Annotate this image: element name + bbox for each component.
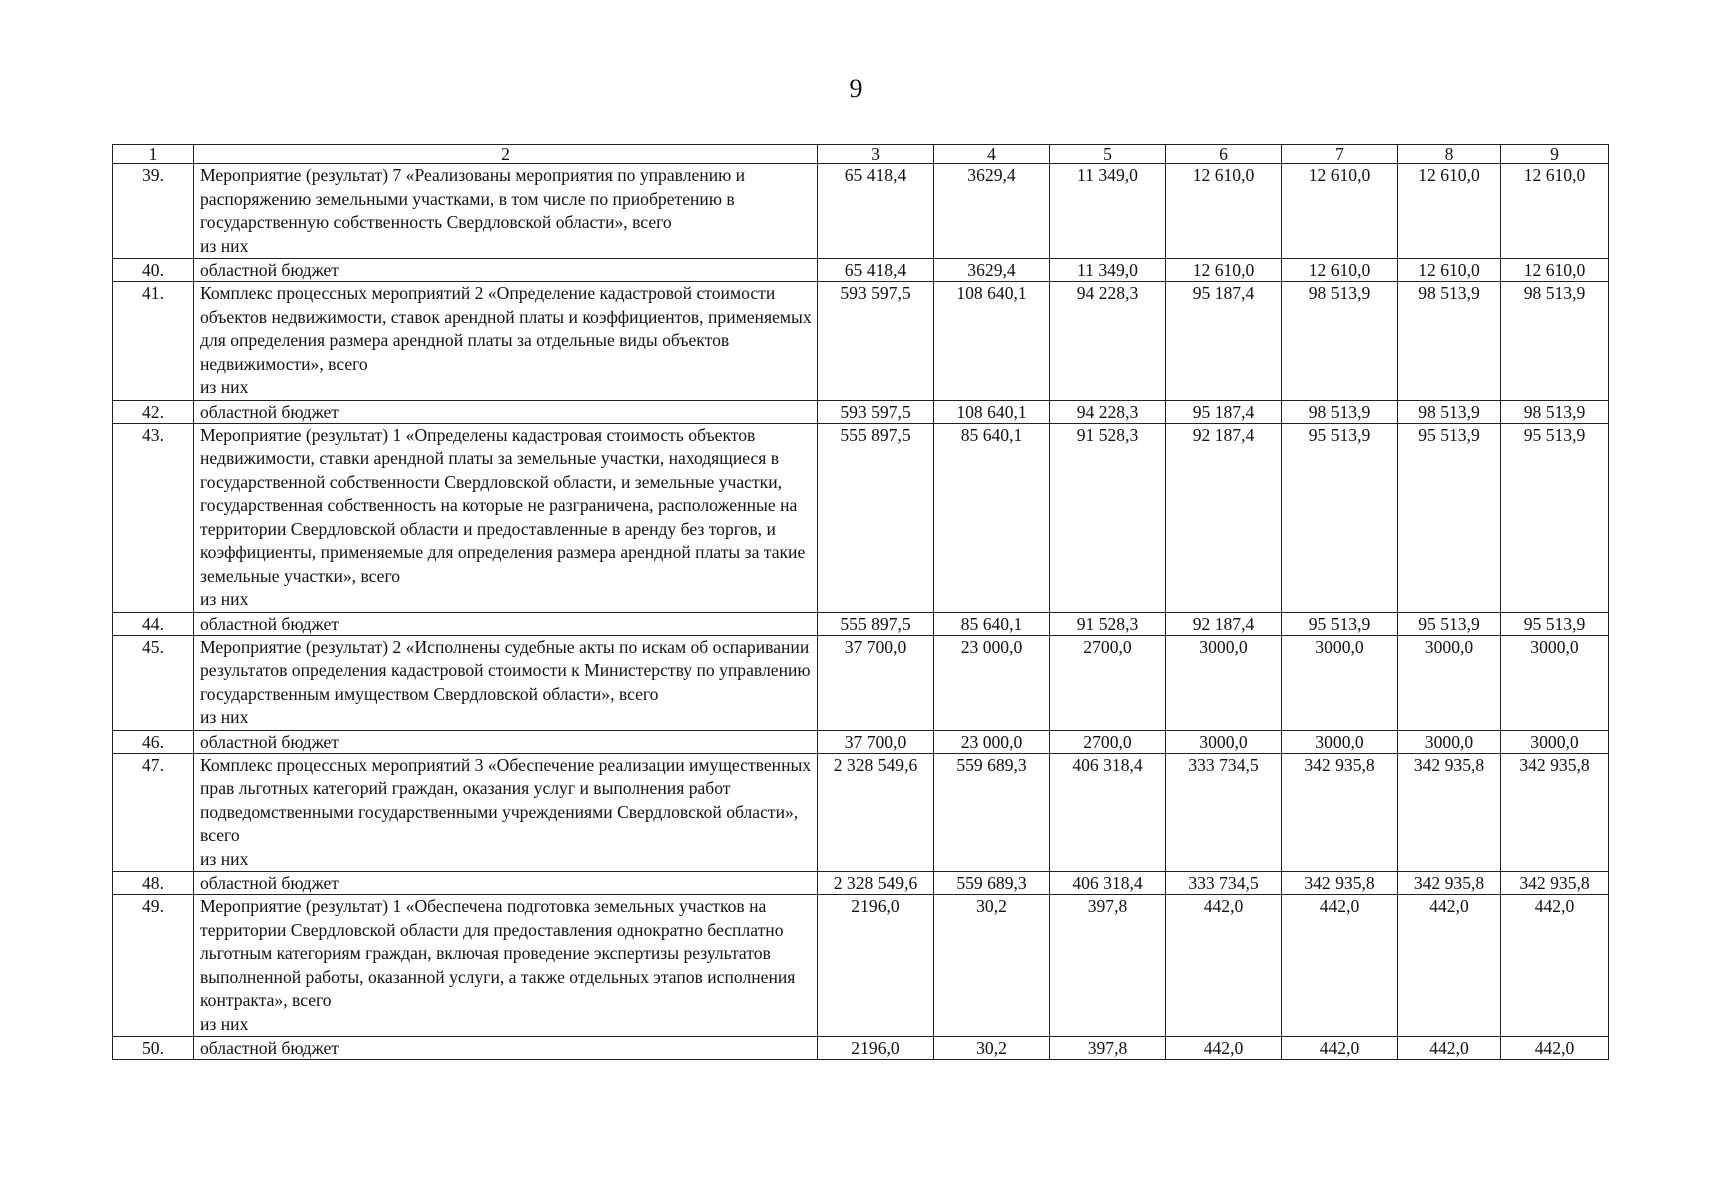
row-description xyxy=(194,1037,818,1060)
value-cell: 2700,0 xyxy=(1050,730,1166,753)
row-description-text: Мероприятие (результат) 2 «Исполнены судебные акты по искам об оспаривании результатов определения кадастровой стоимости к Министерству по управлению государственным имуществом Свердловской области», всего xyxy=(200,636,811,704)
value-cell: 555 897,5 xyxy=(818,612,934,635)
value-cell: 406 318,4 xyxy=(1050,753,1166,872)
table-row xyxy=(113,164,1609,259)
value-cell: 2 328 549,6 xyxy=(818,872,934,895)
row-description-sub: из них xyxy=(200,848,249,869)
value-cell: 442,0 xyxy=(1166,1037,1282,1060)
value-cell: 342 935,8 xyxy=(1398,753,1501,872)
row-description-text: Мероприятие (результат) 1 «Обеспечена подготовка земельных участков на территории Свердловской области для предоставления однократно бесплатно льготным категориям граждан, включая проведение экспертизы результатов выполненной работы, оказанной услуги, а также отдельных этапов исполнения контракта», всего xyxy=(200,896,796,1010)
row-description-text: Мероприятие (результат) 7 «Реализованы мероприятия по управлению и распоряжению земельными участками, в том числе по приобретению в государственную собственность Свердловской области», всего xyxy=(200,165,746,232)
column-header: 7 xyxy=(1282,145,1398,164)
value-cell: 98 513,9 xyxy=(1501,282,1609,401)
value-cell: 98 513,9 xyxy=(1398,400,1501,423)
value-cell: 593 597,5 xyxy=(818,400,934,423)
value-cell: 442,0 xyxy=(1282,1037,1398,1060)
value-cell: 95 513,9 xyxy=(1282,423,1398,612)
row-description-text: областной бюджет xyxy=(200,401,339,422)
row-description xyxy=(194,259,818,282)
row-number: 49. xyxy=(113,895,194,1037)
table-row xyxy=(113,895,1609,1037)
value-cell: 3000,0 xyxy=(1166,730,1282,753)
value-cell: 95 187,4 xyxy=(1166,282,1282,401)
table-row xyxy=(113,730,1609,753)
value-cell: 442,0 xyxy=(1501,1037,1609,1060)
value-cell: 91 528,3 xyxy=(1050,423,1166,612)
value-cell: 442,0 xyxy=(1166,895,1282,1037)
row-number: 40. xyxy=(113,259,194,282)
value-cell: 12 610,0 xyxy=(1398,259,1501,282)
column-header: 5 xyxy=(1050,145,1166,164)
value-cell: 442,0 xyxy=(1398,1037,1501,1060)
value-cell: 442,0 xyxy=(1282,895,1398,1037)
row-description xyxy=(194,282,818,401)
value-cell: 98 513,9 xyxy=(1398,282,1501,401)
row-number: 47. xyxy=(113,753,194,872)
row-description-text: Комплекс процессных мероприятий 2 «Определение кадастровой стоимости объектов недвижимости, ставок арендной платы и коэффициентов, применяемых для определения размера арендной платы за отдельные виды объектов недвижимости», всего xyxy=(200,283,812,374)
value-cell: 94 228,3 xyxy=(1050,400,1166,423)
value-cell: 11 349,0 xyxy=(1050,164,1166,259)
value-cell: 342 935,8 xyxy=(1398,872,1501,895)
value-cell: 108 640,1 xyxy=(934,400,1050,423)
value-cell: 95 513,9 xyxy=(1282,612,1398,635)
table-row xyxy=(113,423,1609,612)
value-cell: 559 689,3 xyxy=(934,872,1050,895)
value-cell: 108 640,1 xyxy=(934,282,1050,401)
value-cell: 3000,0 xyxy=(1166,635,1282,730)
row-description xyxy=(194,730,818,753)
row-description-sub: из них xyxy=(200,377,249,397)
value-cell: 11 349,0 xyxy=(1050,259,1166,282)
value-cell: 3629,4 xyxy=(934,259,1050,282)
budget-table xyxy=(112,144,1609,1060)
value-cell: 85 640,1 xyxy=(934,612,1050,635)
table-row xyxy=(113,635,1609,730)
value-cell: 397,8 xyxy=(1050,895,1166,1037)
value-cell: 23 000,0 xyxy=(934,635,1050,730)
row-description-text: Мероприятие (результат) 1 «Определены кадастровая стоимость объектов недвижимости, ставки арендной платы за земельные участки, находящиеся в государственной собственности Свердловской области, и земельные участки, государственная собственность на которые не разграничена, расположенные на территории Свердловской области и предоставленные в аренду без торгов, и коэффициенты, применяемые для определения размера арендной платы за такие земельные участки», всего xyxy=(200,424,806,586)
column-header: 8 xyxy=(1398,145,1501,164)
value-cell: 406 318,4 xyxy=(1050,872,1166,895)
value-cell: 333 734,5 xyxy=(1166,753,1282,872)
row-description-sub: из них xyxy=(200,589,249,609)
value-cell: 2700,0 xyxy=(1050,635,1166,730)
row-description-sub: из них xyxy=(200,1013,249,1034)
value-cell: 397,8 xyxy=(1050,1037,1166,1060)
row-description xyxy=(194,164,818,259)
value-cell: 95 187,4 xyxy=(1166,400,1282,423)
row-description xyxy=(194,612,818,635)
row-description-text: областной бюджет xyxy=(200,260,339,280)
column-header: 4 xyxy=(934,145,1050,164)
column-header: 2 xyxy=(194,145,818,164)
row-number: 48. xyxy=(113,872,194,895)
value-cell: 3000,0 xyxy=(1398,730,1501,753)
column-header: 1 xyxy=(113,145,194,164)
value-cell: 95 513,9 xyxy=(1501,612,1609,635)
value-cell: 3000,0 xyxy=(1282,730,1398,753)
value-cell: 342 935,8 xyxy=(1282,872,1398,895)
header-row xyxy=(113,145,1609,164)
value-cell: 12 610,0 xyxy=(1501,259,1609,282)
row-description-sub: из них xyxy=(200,707,249,727)
row-description xyxy=(194,635,818,730)
value-cell: 98 513,9 xyxy=(1282,400,1398,423)
value-cell: 559 689,3 xyxy=(934,753,1050,872)
row-description-text: Комплекс процессных мероприятий 3 «Обеспечение реализации имущественных прав льготных категорий граждан, оказания услуг и выполнения работ подведомственными государственными учреждениями Свердловской области», всего xyxy=(200,754,812,845)
value-cell: 12 610,0 xyxy=(1282,164,1398,259)
value-cell: 2196,0 xyxy=(818,1037,934,1060)
table-row xyxy=(113,400,1609,423)
value-cell: 94 228,3 xyxy=(1050,282,1166,401)
value-cell: 37 700,0 xyxy=(818,635,934,730)
value-cell: 65 418,4 xyxy=(818,259,934,282)
value-cell: 12 610,0 xyxy=(1166,259,1282,282)
row-description xyxy=(194,895,818,1037)
value-cell: 95 513,9 xyxy=(1398,612,1501,635)
row-number: 45. xyxy=(113,635,194,730)
table-row xyxy=(113,1037,1609,1060)
value-cell: 442,0 xyxy=(1398,895,1501,1037)
value-cell: 3629,4 xyxy=(934,164,1050,259)
value-cell: 342 935,8 xyxy=(1282,753,1398,872)
value-cell: 95 513,9 xyxy=(1501,423,1609,612)
column-header: 9 xyxy=(1501,145,1609,164)
value-cell: 3000,0 xyxy=(1501,635,1609,730)
row-number: 42. xyxy=(113,400,194,423)
row-description xyxy=(194,423,818,612)
value-cell: 30,2 xyxy=(934,1037,1050,1060)
value-cell: 593 597,5 xyxy=(818,282,934,401)
table-row xyxy=(113,612,1609,635)
row-number: 43. xyxy=(113,423,194,612)
row-description-text: областной бюджет xyxy=(200,873,339,893)
row-description xyxy=(194,872,818,895)
value-cell: 2 328 549,6 xyxy=(818,753,934,872)
value-cell: 98 513,9 xyxy=(1282,282,1398,401)
value-cell: 3000,0 xyxy=(1282,635,1398,730)
value-cell: 37 700,0 xyxy=(818,730,934,753)
table-row xyxy=(113,753,1609,872)
value-cell: 12 610,0 xyxy=(1398,164,1501,259)
table-row xyxy=(113,282,1609,401)
value-cell: 442,0 xyxy=(1501,895,1609,1037)
row-description xyxy=(194,753,818,872)
value-cell: 12 610,0 xyxy=(1282,259,1398,282)
row-number: 50. xyxy=(113,1037,194,1060)
value-cell: 65 418,4 xyxy=(818,164,934,259)
value-cell: 92 187,4 xyxy=(1166,423,1282,612)
value-cell: 30,2 xyxy=(934,895,1050,1037)
row-number: 46. xyxy=(113,730,194,753)
value-cell: 555 897,5 xyxy=(818,423,934,612)
row-description xyxy=(194,400,818,423)
value-cell: 85 640,1 xyxy=(934,423,1050,612)
table-row xyxy=(113,872,1609,895)
value-cell: 12 610,0 xyxy=(1501,164,1609,259)
row-description-text: областной бюджет xyxy=(200,731,339,752)
value-cell: 333 734,5 xyxy=(1166,872,1282,895)
row-number: 39. xyxy=(113,164,194,259)
row-number: 44. xyxy=(113,612,194,635)
value-cell: 92 187,4 xyxy=(1166,612,1282,635)
column-header: 3 xyxy=(818,145,934,164)
row-description-text: областной бюджет xyxy=(200,1038,339,1058)
value-cell: 91 528,3 xyxy=(1050,612,1166,635)
value-cell: 342 935,8 xyxy=(1501,872,1609,895)
row-number: 41. xyxy=(113,282,194,401)
value-cell: 342 935,8 xyxy=(1501,753,1609,872)
value-cell: 23 000,0 xyxy=(934,730,1050,753)
row-description-sub: из них xyxy=(200,235,249,256)
value-cell: 98 513,9 xyxy=(1501,400,1609,423)
value-cell: 3000,0 xyxy=(1501,730,1609,753)
table-row xyxy=(113,259,1609,282)
value-cell: 3000,0 xyxy=(1398,635,1501,730)
column-header: 6 xyxy=(1166,145,1282,164)
value-cell: 12 610,0 xyxy=(1166,164,1282,259)
row-description-text: областной бюджет xyxy=(200,613,339,634)
page-number: 9 xyxy=(849,74,863,103)
value-cell: 2196,0 xyxy=(818,895,934,1037)
value-cell: 95 513,9 xyxy=(1398,423,1501,612)
